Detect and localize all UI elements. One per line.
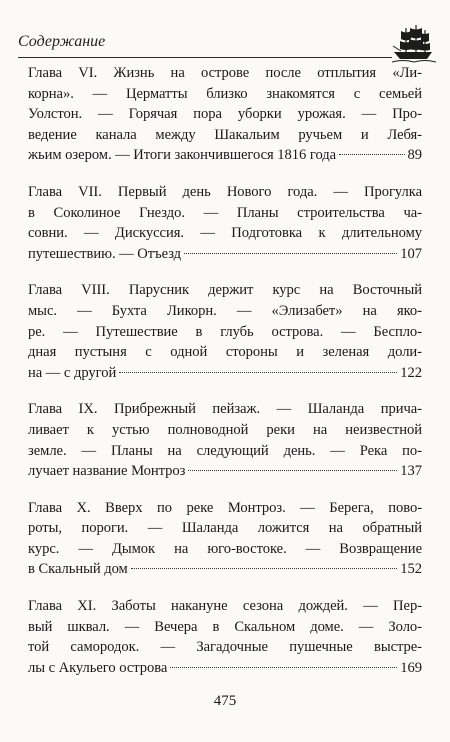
toc-entry-chapter-9[interactable] bbox=[28, 399, 422, 481]
dot-leader bbox=[131, 568, 398, 569]
running-header-title: Содержание bbox=[18, 33, 106, 50]
toc-page-number: 107 bbox=[400, 245, 422, 262]
sailing-ship-icon bbox=[392, 22, 436, 64]
toc-page-number: 122 bbox=[400, 364, 422, 381]
toc-entry-chapter-7[interactable] bbox=[28, 182, 422, 264]
toc-entry-line: совни. — Дискуссия. — Подготовка к длительному bbox=[28, 225, 422, 242]
toc-entry-line: лы с Акульего острова bbox=[28, 659, 168, 676]
toc-page-number: 169 bbox=[400, 659, 422, 676]
toc-entry-line: Глава IX. Прибрежный пейзаж. — Шаланда прича- bbox=[28, 401, 422, 418]
dot-leader bbox=[188, 470, 397, 471]
toc-entry-line: курс. — Дымок на юго-востоке. — Возвращение bbox=[28, 540, 422, 557]
dot-leader bbox=[184, 253, 397, 254]
page-number: 475 bbox=[213, 693, 237, 709]
toc-entry-line: той самородок. — Загадочные пушечные выстре- bbox=[28, 639, 422, 656]
toc-entry-line: ведение канала между Шакальим ручьем и Лебя- bbox=[28, 126, 422, 143]
toc-entry-last-line bbox=[28, 244, 422, 265]
toc-entry-line: ливает к устью полноводной реки на неизвестной bbox=[28, 421, 422, 438]
toc-entry-line: земле. — Планы на следующий день. — Река по- bbox=[28, 442, 422, 459]
toc-entry-line: Глава VII. Первый день Нового года. — Прогулка bbox=[28, 183, 422, 200]
toc-entry-last-line bbox=[28, 559, 422, 580]
toc-entry-line: корна». — Церматты близко знакомятся с семьей bbox=[28, 85, 422, 102]
toc-entry-line: Глава VIII. Парусник держит курс на Восточный bbox=[28, 282, 422, 299]
toc-entry-line: путешествию. — Отъезд bbox=[28, 245, 182, 262]
toc-entry-last-line bbox=[28, 363, 422, 384]
toc-entry-last-line bbox=[28, 145, 422, 166]
toc-entry-line: Глава XI. Заботы накануне сезона дождей. — Пер- bbox=[28, 598, 422, 615]
toc-entry-chapter-6[interactable] bbox=[28, 63, 422, 166]
toc-entry-chapter-10[interactable] bbox=[28, 498, 422, 580]
toc-entry-chapter-11[interactable] bbox=[28, 596, 422, 678]
dot-leader bbox=[339, 154, 404, 155]
toc-entry-line: вый шквал. — Вечера в Скальном доме. — Золо- bbox=[28, 618, 422, 635]
toc-entry-line: Глава X. Вверх по реке Монтроз. — Берега, пово- bbox=[28, 499, 422, 516]
toc-entry-line: роты, пороги. — Шаланда ложится на обратный bbox=[28, 520, 422, 537]
dot-leader bbox=[119, 372, 397, 373]
header-rule bbox=[18, 57, 392, 58]
toc-entry-line: дная пустыня с одной стороны и зеленая доли- bbox=[28, 344, 422, 361]
toc-entry-line: Уолстон. — Горячая пора уборки урожая. — Про- bbox=[28, 106, 422, 123]
toc-entry-last-line bbox=[28, 658, 422, 679]
toc-page-number: 152 bbox=[400, 561, 422, 578]
toc-page-number: 89 bbox=[407, 147, 422, 164]
toc-entry-line: ре. — Путешествие в глубь острова. — Беспло- bbox=[28, 323, 422, 340]
toc-entry-line: в Соколиное Гнездо. — Планы строительства ча- bbox=[28, 204, 422, 221]
toc-entry-line: в Скальный дом bbox=[28, 561, 128, 578]
toc-entry-line: жьим озером. — Итоги закончившегося 1816 года bbox=[28, 147, 337, 164]
toc-entry-line: мыс. — Бухта Ликорн. — «Элизабет» на яко- bbox=[28, 302, 422, 319]
toc-entry-line: Глава VI. Жизнь на острове после отплытия «Ли- bbox=[28, 65, 422, 81]
dot-leader bbox=[170, 667, 397, 668]
toc-page-number: 137 bbox=[400, 463, 422, 480]
toc-entry-chapter-8[interactable] bbox=[28, 280, 422, 383]
table-of-contents bbox=[28, 63, 422, 694]
toc-entry-line: лучает название Монтроз bbox=[28, 463, 186, 480]
toc-entry-line: на — с другой bbox=[28, 364, 117, 381]
toc-entry-last-line bbox=[28, 461, 422, 482]
